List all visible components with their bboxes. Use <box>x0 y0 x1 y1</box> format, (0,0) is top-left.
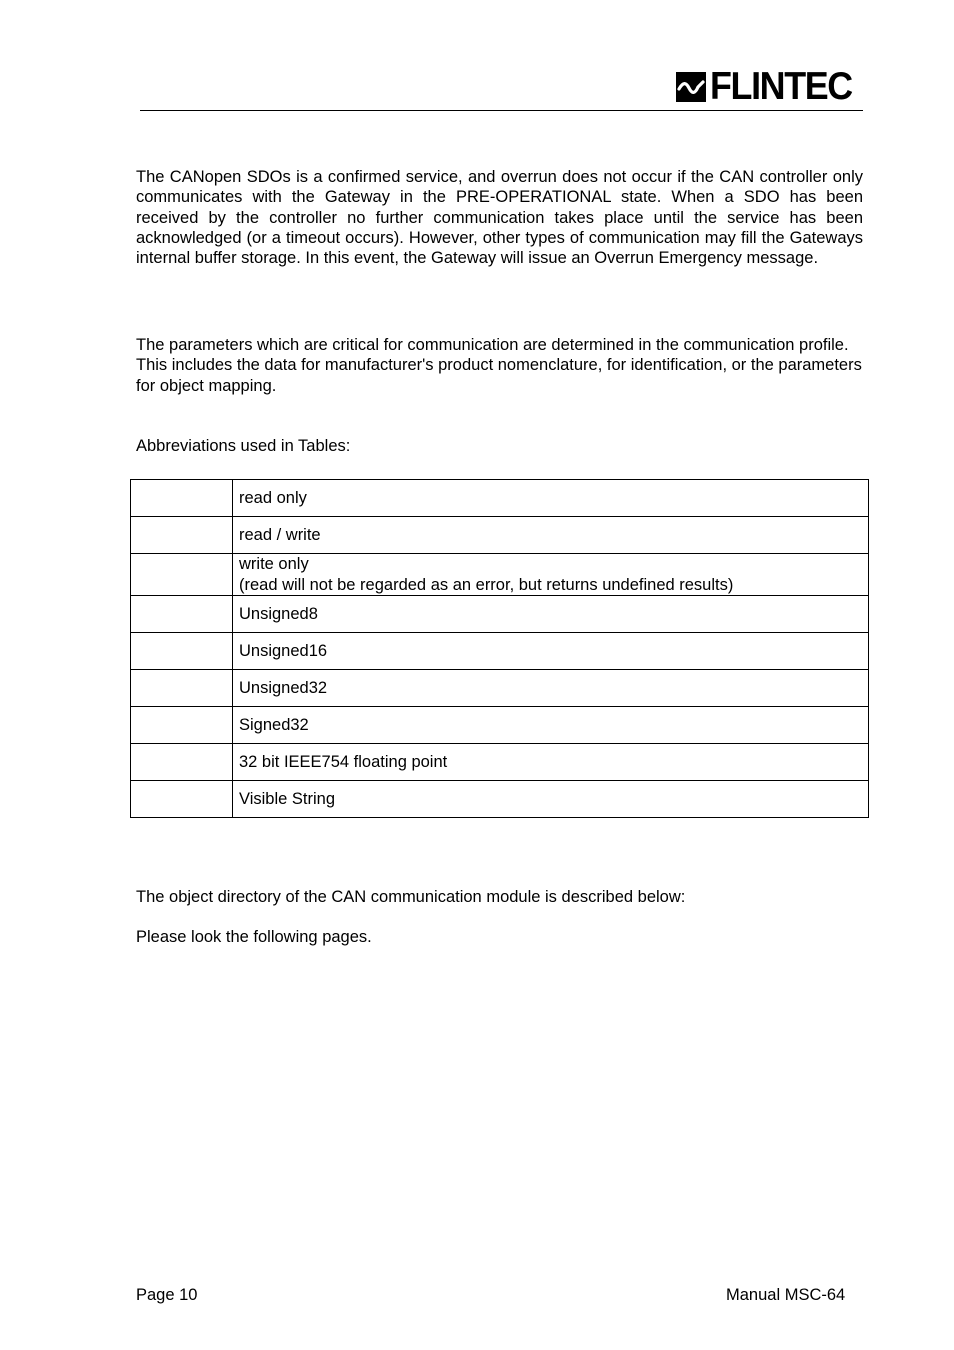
abbr-code <box>131 744 233 781</box>
logo-text: FLINTEC <box>709 65 852 108</box>
sdo-paragraph: The CANopen SDOs is a confirmed service, and overrun does not occur if the CAN controller only communicates with the Gateway in the PRE-OPERATIONAL state. When a SDO has been received by the controller no further communication takes place until the service has been acknowledged (or a timeout occurs). However, other types of communication may fill the Gateways internal buffer storage. In this event, the Gateway will issue an Overrun Emergency message. <box>136 168 863 268</box>
abbr-code <box>131 781 233 818</box>
table-row <box>131 596 869 633</box>
header-divider <box>140 110 863 111</box>
abbr-code <box>131 517 233 554</box>
object-directory-paragraph: The object directory of the CAN communication module is described below: <box>136 888 686 906</box>
abbr-code <box>131 596 233 633</box>
abbreviations-table <box>130 479 869 818</box>
parameters-line-2: This includes the data for manufacturer's product nomenclature, for identification, or the parameters for object mapping. <box>136 356 862 395</box>
abbr-meaning: Signed32 <box>233 707 869 744</box>
abbreviations-intro: Abbreviations used in Tables: <box>136 437 351 455</box>
flintec-logo <box>676 65 864 108</box>
table-row <box>131 744 869 781</box>
page-number: Page 10 <box>136 1286 198 1304</box>
abbr-meaning: Unsigned8 <box>233 596 869 633</box>
abbr-meaning-multiline <box>233 554 869 596</box>
parameters-line-1: The parameters which are critical for communication are determined in the communication profile. <box>136 336 849 354</box>
abbr-meaning: Unsigned32 <box>233 670 869 707</box>
flintec-wave-logo-icon <box>676 72 706 102</box>
abbr-meaning: read / write <box>233 517 869 554</box>
table-row <box>131 480 869 517</box>
abbr-code <box>131 554 233 596</box>
parameters-paragraph <box>136 335 863 396</box>
abbr-meaning: 32 bit IEEE754 floating point <box>233 744 869 781</box>
abbr-meaning-note: (read will not be regarded as an error, but returns undefined results) <box>239 575 734 594</box>
table-row <box>131 707 869 744</box>
table-row <box>131 517 869 554</box>
following-pages-paragraph: Please look the following pages. <box>136 928 372 946</box>
abbr-meaning: write only <box>239 555 309 574</box>
abbr-code <box>131 670 233 707</box>
abbr-code <box>131 707 233 744</box>
table-row <box>131 633 869 670</box>
abbr-code <box>131 480 233 517</box>
table-row <box>131 670 869 707</box>
abbr-meaning: read only <box>233 480 869 517</box>
abbr-meaning: Visible String <box>233 781 869 818</box>
table-row <box>131 554 869 596</box>
abbr-meaning: Unsigned16 <box>233 633 869 670</box>
table-row <box>131 781 869 818</box>
manual-title: Manual MSC-64 <box>726 1286 846 1304</box>
abbr-code <box>131 633 233 670</box>
